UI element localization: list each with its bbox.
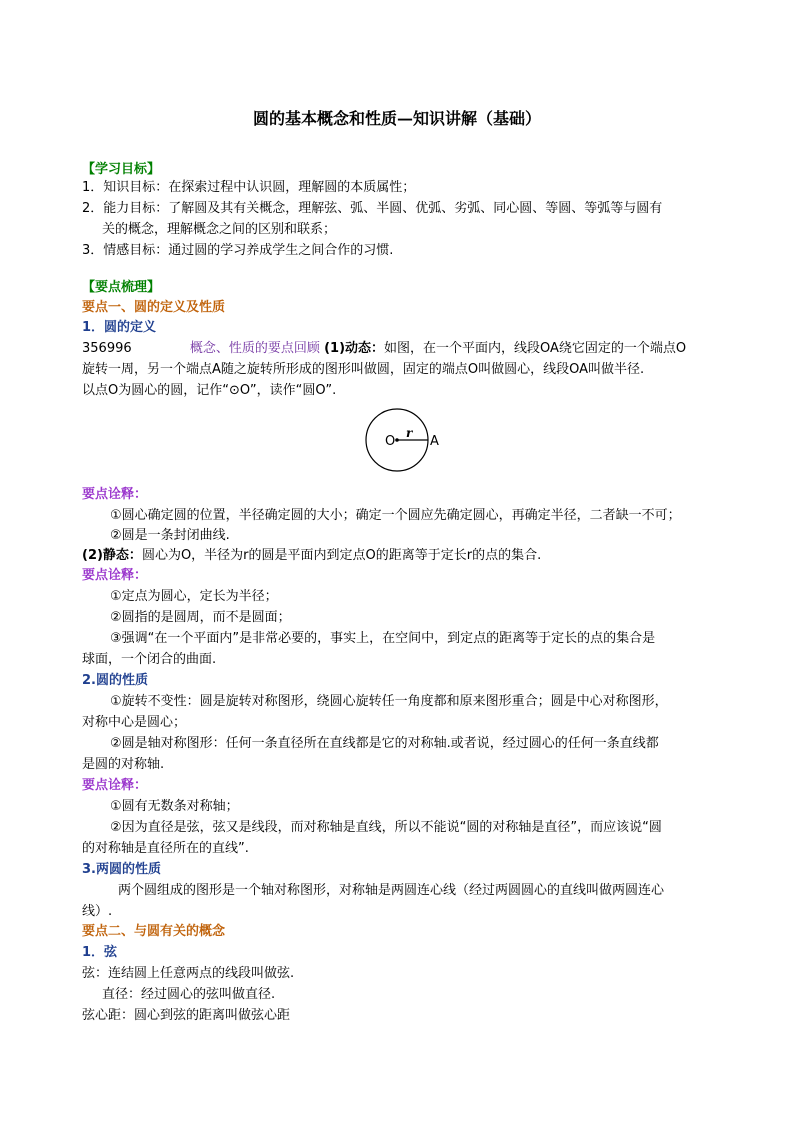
concept-item: 弦：连结圆上任意两点的线段叫做弦.	[82, 966, 295, 981]
property-item: 对称中心是圆心；	[82, 715, 187, 730]
objective-item: 1．知识目标：在探索过程中认识圆，理解圆的本质属性；	[82, 180, 416, 195]
dynamic-label: (1)动态：	[324, 341, 385, 356]
point-label: A	[430, 434, 439, 449]
circle-figure	[360, 408, 450, 476]
center-label: O	[385, 434, 396, 449]
note-item: ①圆心确定圆的位置，半径确定圆的大小；确定一个圆应先确定圆心，再确定半径，二者缺一不可；	[110, 508, 681, 523]
key-points-heading: 【要点梳理】	[82, 280, 161, 295]
note-item: ③强调“在一个平面内”是非常必要的，事实上，在空间中，到定点的距离等于定长的点的集合是	[110, 631, 656, 646]
static-text: 圆心为O，半径为r的圆是平面内到定点O的距离等于定长r的点的集合.	[141, 548, 542, 563]
note-item: ②圆指的是圆周，而不是圆面；	[110, 610, 291, 625]
objective-item: 3．情感目标：通过圆的学习养成学生之间合作的习惯.	[82, 243, 394, 258]
objectives-heading: 【学习目标】	[82, 162, 161, 177]
property-item: ②圆是轴对称图形：任何一条直径所在直线都是它的对称轴.或者说，经过圆心的任何一条直线都	[110, 736, 659, 751]
review-link[interactable]: 概念、性质的要点回顾	[189, 341, 320, 356]
section-heading: 要点一、圆的定义及性质	[82, 300, 226, 315]
note-label: 要点诠释：	[82, 487, 148, 502]
definition-line: 以点O为圆心的圆，记作“⊙O”，读作“圆O”.	[82, 383, 337, 398]
note-item: 球面，一个闭合的曲面.	[82, 652, 217, 667]
property-item: 两个圆组成的图形是一个轴对称图形，对称轴是两圆连心线（经过两圆圆心的直线叫做两圆连心	[118, 883, 665, 898]
note-item: ②因为直径是弦，弦又是线段，而对称轴是直线，所以不能说“圆的对称轴是直径”，而应该说“圆	[110, 820, 662, 835]
property-item: 是圆的对称轴.	[82, 757, 165, 772]
note-item: 的对称轴是直径所在的直线”.	[82, 841, 249, 856]
objective-item: 关的概念，理解概念之间的区别和联系；	[102, 222, 337, 237]
page-title: 圆的基本概念和性质—知识讲解（基础）	[252, 109, 541, 128]
note-item: ①圆有无数条对称轴；	[110, 799, 239, 814]
static-label: (2)静态：	[82, 548, 142, 563]
property-item: ①旋转不变性：圆是旋转对称图形，绕圆心旋转任一角度都和原来图形重合；圆是中心对称图形，	[110, 694, 668, 709]
static-definition	[82, 546, 722, 566]
concept-item: 直径：经过圆心的弦叫做直径.	[102, 987, 276, 1002]
center-point	[395, 438, 399, 442]
lesson-code: 356996	[82, 341, 132, 356]
radius-label: r	[406, 426, 413, 440]
dynamic-text: 如图，在一个平面内，线段OA绕它固定的一个端点O	[384, 341, 687, 356]
objective-item: 2．能力目标：了解圆及其有关概念，理解弦、弧、半圆、优弧、劣弧、同心圆、等圆、等弧等与圆有	[82, 201, 663, 216]
subsection-heading: 1．圆的定义	[82, 320, 157, 335]
note-item: ①定点为圆心，定长为半径；	[110, 589, 278, 604]
definition-line: 旋转一周，另一个端点A随之旋转所形成的图形叫做圆，固定的端点O叫做圆心，线段OA叫做半径.	[82, 362, 645, 377]
subsection-heading: 3.两圆的性质	[82, 862, 161, 877]
section-heading: 要点二、与圆有关的概念	[82, 924, 226, 939]
subsection-heading: 2.圆的性质	[82, 673, 148, 688]
note-label: 要点诠释：	[82, 778, 148, 793]
property-item: 线）.	[82, 904, 113, 919]
note-item: ②圆是一条封闭曲线.	[110, 528, 230, 543]
concept-item: 弦心距：圆心到弦的距离叫做弦心距	[82, 1008, 291, 1023]
subsection-heading: 1．弦	[82, 945, 118, 960]
note-label: 要点诠释：	[82, 568, 148, 583]
definition-line	[82, 339, 722, 359]
